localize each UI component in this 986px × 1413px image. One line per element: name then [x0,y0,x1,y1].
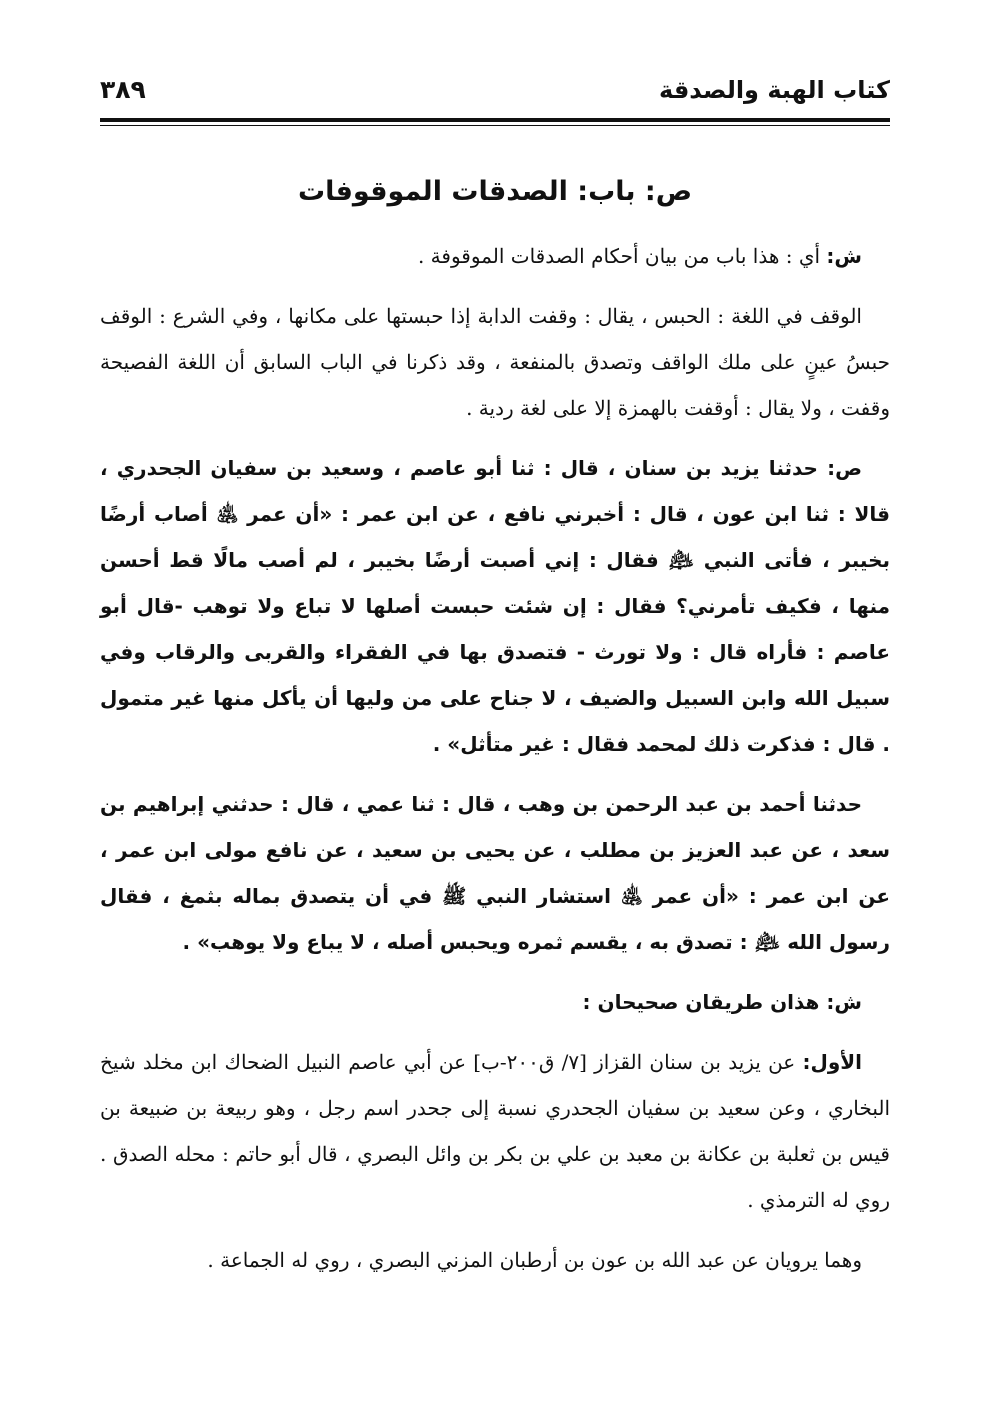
paragraph-text: الوقف في اللغة : الحبس ، يقال : وقفت الدابة إذا حبستها على مكانها ، وفي الشرع : الوقف حبسُ عينٍ على ملك الواقف وتصدق بالمنفعة ، وقد ذكرنا في الباب السابق أن اللغة الفصيحة وقفت ، ولا يقال : أوقفت بالهمزة إلا على لغة ردية . [100,304,890,420]
paragraph-4 [100,781,890,965]
page-number: ٣٨٩ [100,75,146,104]
paragraph-lead: ش: [826,990,862,1014]
paragraph-text: عن يزيد بن سنان القزاز [٧/ ق٢٠٠-ب] عن أبي عاصم النبيل الضحاك ابن مخلد شيخ البخاري ، وعن سعيد بن سفيان الجحدري نسبة إلى جحدر اسم رجل ، وهو ربيعة بن ضبيعة بن قيس بن ثعلبة بن عكانة بن معبد بن علي بن بكر بن وائل البصري ، قال أبو حاتم : محله الصدق . روي له الترمذي . [100,1050,890,1212]
paragraph-text: أي : هذا باب من بيان أحكام الصدقات الموقوفة . [417,244,827,268]
header-rule-thin [100,125,890,126]
paragraph-text: حدثنا أحمد بن عبد الرحمن بن وهب ، قال : ثنا عمي ، قال : حدثني إبراهيم بن سعد ، عن عبد العزيز بن مطلب ، عن يحيى بن سعيد ، عن نافع مولى ابن عمر ، عن ابن عمر : «أن عمر ﵁ استشار النبي ﷺ في أن يتصدق بماله بثمغ ، فقال رسول الله ﵇ : تصدق به ، يقسم ثمره ويحبس أصله ، لا يباع ولا يوهب» . [100,792,890,954]
paragraph-text: هذان طريقان صحيحان : [582,990,827,1014]
paragraph-3 [100,445,890,767]
paragraph-5 [100,979,890,1025]
paragraph-1 [100,233,890,279]
paragraph-2 [100,293,890,431]
chapter-title: ص: باب: الصدقات الموقوفات [297,176,693,207]
running-title: كتاب الهبة والصدقة [659,76,890,104]
paragraph-text: وهما يرويان عن عبد الله بن عون بن أرطبان المزني البصري ، روي له الجماعة . [207,1248,862,1272]
paragraph-text: حدثنا يزيد بن سنان ، قال : ثنا أبو عاصم ، وسعيد بن سفيان الجحدري ، قالا : ثنا ابن عون ، قال : أخبرني نافع ، عن ابن عمر : «أن عمر ﵁ أصاب أرضًا بخيبر ، فأتى النبي ﵇ فقال : إني أصبت أرضًا بخيبر ، لم أصب مالًا قط أحسن منها ، فكيف تأمرني؟ فقال : إن شئت حبست أصلها لا تباع ولا توهب -قال أبو عاصم : فأراه قال : ولا تورث - فتصدق بها في الفقراء والقربى والرقاب وفي سبيل الله وابن السبيل والضيف ، لا جناح على من وليها أن يأكل منها غير متمول . قال : فذكرت ذلك لمحمد فقال : غير متأثل» . [100,456,890,756]
paragraph-lead: الأول: [802,1050,862,1074]
page-header [100,60,890,112]
paragraph-lead: ش: [826,244,862,268]
paragraph-lead: ص: [827,456,862,480]
paragraph-7 [100,1237,890,1283]
paragraph-6 [100,1039,890,1223]
page-body [100,233,890,1283]
header-rule-thick [100,118,890,122]
